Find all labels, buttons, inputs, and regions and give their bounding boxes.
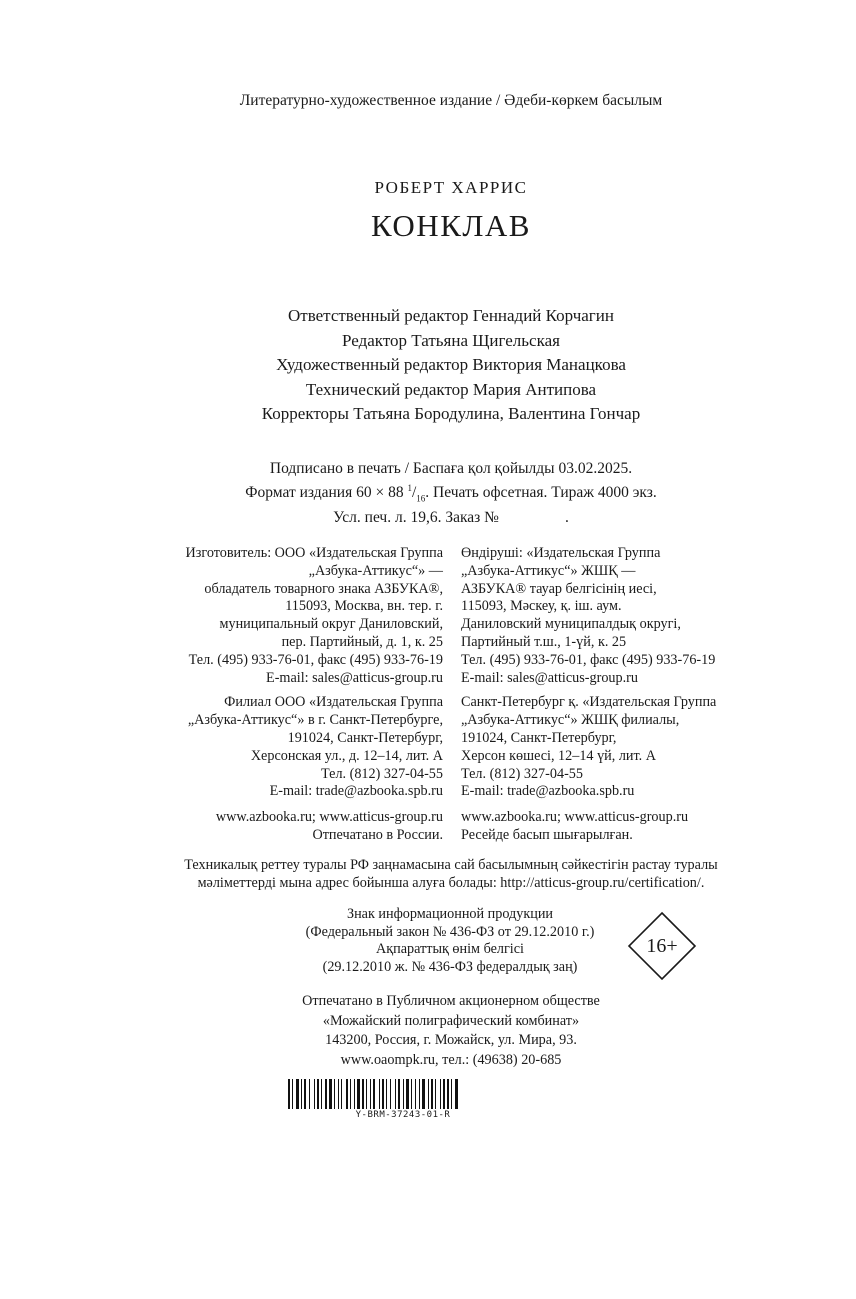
staff-line: Художественный редактор Виктория Манацкова: [276, 355, 626, 374]
branch-kz-line: Тел. (812) 327-04-55: [461, 765, 583, 782]
mfr-kz-line: Партийный т.ш., 1-үй, к. 25: [461, 633, 627, 650]
printed-kz-line: Ресейде басып шығарылған.: [461, 826, 633, 843]
barcode-label: Y-BRM-37243-01-R: [355, 1110, 451, 1120]
cert-line: Техникалық реттеу туралы РФ заңнамасына сай басылымның сәйкестігін растау туралы: [184, 857, 718, 873]
mfr-kz-line: Даниловский муниципалдық округі,: [461, 616, 681, 633]
branch-ru-line: Тел. (812) 327-04-55: [321, 765, 443, 782]
printer-line: «Можайский полиграфический комбинат»: [322, 1012, 580, 1029]
mfr-ru-line: пер. Партийный, д. 1, к. 25: [281, 633, 443, 650]
staff-line: Ответственный редактор Геннадий Корчагин: [288, 306, 614, 325]
manufacturer-ru: [186, 545, 443, 845]
branch-kz-line: Санкт-Петербург қ. «Издательская Группа: [461, 694, 717, 711]
mfr-ru-line: 115093, Москва, вн. тер. г.: [285, 598, 443, 615]
printer-line: 143200, Россия, г. Можайск, ул. Мира, 93.: [325, 1032, 577, 1048]
website-ru-line: www.azbooka.ru; www.atticus-group.ru: [215, 809, 443, 826]
book-author: РОБЕРТ ХАРРИС: [374, 178, 528, 197]
mfr-kz-line: „Азбука-Аттикус“» ЖШҚ —: [461, 562, 636, 579]
mfr-kz-line: Тел. (495) 933-76-01, факс (495) 933-76-19: [461, 651, 716, 668]
branch-kz-line: 191024, Санкт-Петербург,: [461, 729, 617, 746]
info-line: Ақпараттық өнім белгісі: [376, 941, 524, 957]
editorial-staff: [0, 304, 856, 427]
printed-ru-line: Отпечатано в России.: [312, 826, 443, 843]
signed-line: Подписано в печать / Баспаға қол қойылды 03.02.2025.: [269, 460, 633, 477]
mfr-kz-line: АЗБУКА® тауар белгісінің иесі,: [461, 580, 657, 597]
website-kz-line: www.azbooka.ru; www.atticus-group.ru: [461, 809, 689, 826]
book-title: КОНКЛАВ: [371, 208, 531, 243]
age-rating-text: 16+: [646, 935, 678, 957]
mfr-ru-line: E-mail: sales@atticus-group.ru: [266, 669, 443, 686]
info-line: Знак информационной продукции: [346, 906, 554, 922]
branch-kz-line: Херсон көшесі, 12–14 үй, лит. А: [461, 747, 657, 764]
mfr-ru-line: „Азбука-Аттикус“» —: [308, 562, 443, 579]
mfr-ru-line: муниципальный округ Даниловский,: [219, 616, 443, 633]
print-info: [0, 459, 856, 528]
manufacturer-kz: [461, 545, 716, 845]
staff-line: Корректоры Татьяна Бородулина, Валентина Гончар: [261, 404, 641, 423]
sheets-line: Усл. печ. л. 19,6. Заказ № .: [333, 509, 569, 527]
age-rating-badge: [627, 911, 697, 981]
mfr-kz-line: E-mail: sales@atticus-group.ru: [461, 669, 638, 686]
mfr-ru-line: Тел. (495) 933-76-01, факс (495) 933-76-19: [188, 651, 443, 668]
mfr-ru-line: обладатель товарного знака АЗБУКА®,: [204, 580, 443, 597]
format-line: Формат издания 60 × 88 $^1/_{16}$. Печать офсетная. Тираж 4000 экз.: [245, 482, 657, 503]
branch-ru-line: „Азбука-Аттикус“» в г. Санкт-Петербурге,: [187, 712, 443, 729]
info-line: (Федеральный закон № 436-ФЗ от 29.12.2010 г.): [305, 923, 595, 940]
printer-info: [0, 992, 856, 1070]
printer-line: www.oaompk.ru, тел.: (49638) 20-685: [340, 1051, 562, 1068]
staff-line: Редактор Татьяна Щигельская: [342, 330, 560, 350]
branch-ru-line: E-mail: trade@azbooka.spb.ru: [269, 783, 443, 800]
branch-ru-line: 191024, Санкт-Петербург,: [287, 729, 443, 746]
info-line: (29.12.2010 ж. № 436-ФЗ федералдық заң): [322, 958, 578, 975]
mfr-kz-line: 115093, Мәскеу, қ. іш. аум.: [461, 598, 622, 615]
printer-line: Отпечатано в Публичном акционерном обществе: [302, 993, 600, 1009]
branch-ru-line: Филиал ООО «Издательская Группа: [224, 694, 443, 711]
branch-kz-line: E-mail: trade@azbooka.spb.ru: [461, 783, 635, 800]
cert-line: мәліметтерді мына адрес бойынша алуға болады: http://atticus-group.ru/certification/.: [197, 875, 705, 891]
barcode-icon: [288, 1079, 518, 1109]
staff-line: Технический редактор Мария Антипова: [305, 379, 597, 399]
mfr-ru-line: Изготовитель: ООО «Издательская Группа: [185, 545, 443, 561]
branch-kz-line: „Азбука-Аттикус“» ЖШҚ филиалы,: [461, 712, 680, 729]
branch-ru-line: Херсонская ул., д. 12–14, лит. А: [250, 747, 443, 764]
edition-type: Литературно-художественное издание / Әдеби-көркем басылым: [239, 92, 663, 109]
mfr-kz-line: Өндіруші: «Издательская Группа: [461, 545, 661, 561]
certification-note: [0, 856, 856, 892]
